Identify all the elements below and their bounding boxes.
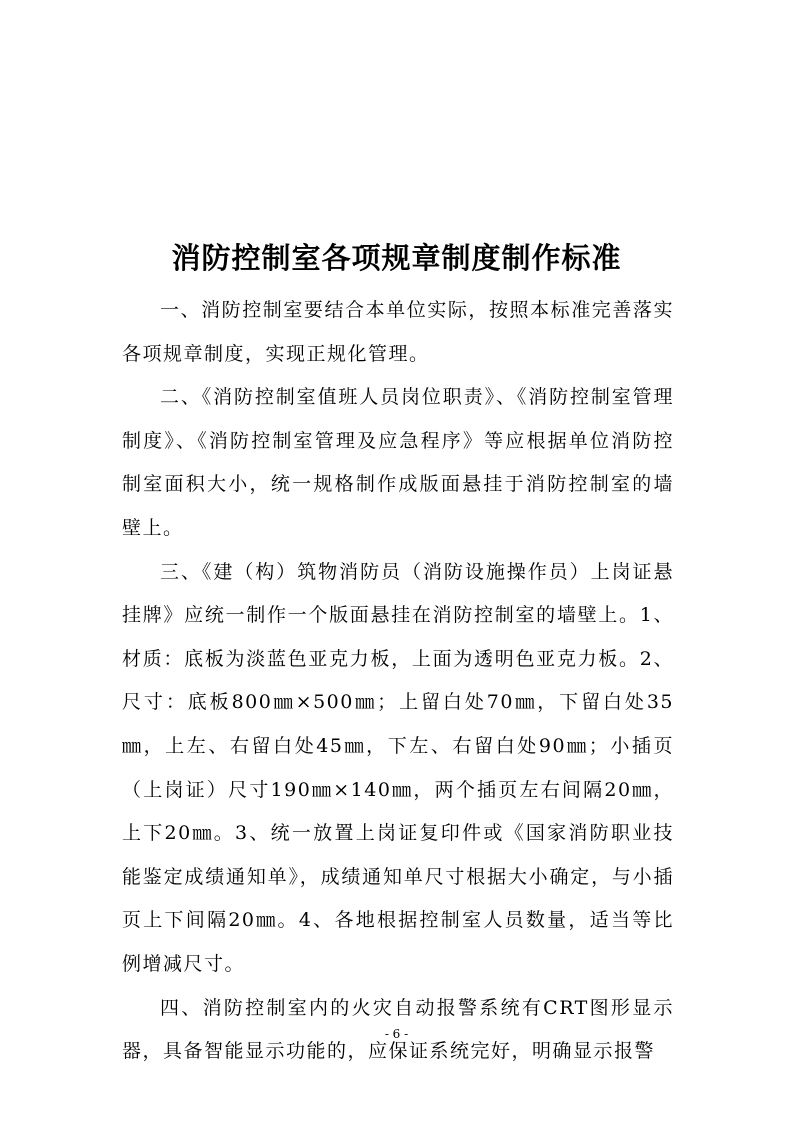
paragraph-4: 四、消防控制室内的火灾自动报警系统有CRT图形显示器，具备智能显示功能的，应保证系统完好，明确显示报警 [122, 996, 674, 1063]
paragraph-3: 三、《建（构）筑物消防员（消防设施操作员）上岗证悬挂牌》应统一制作一个版面悬挂在消防控制室的墙壁上。1、材质：底板为淡蓝色亚克力板，上面为透明色亚克力板。2、尺寸：底板800㎜×500㎜；上留白处70㎜，下留白处35㎜，上左、右留白处45㎜，下左、右留白处90㎜；小插页（上岗证）尺寸190㎜×140㎜，两个插页左右间隔20㎜，上下20㎜。3、统一放置上岗证复印件或《国家消防职业技能鉴定成绩通知单》，成绩通知单尺寸根据大小确定，与小插页上下间隔20㎜。4、各地根据控制室人员数量，适当等比例增减尺寸。 [122, 560, 674, 975]
page-number: - 6 - [384, 1027, 409, 1041]
paragraph-2: 二、《消防控制室值班人员岗位职责》、《消防控制室管理制度》、《消防控制室管理及应急程序》等应根据单位消防控制室面积大小，统一规格制作成版面悬挂于消防控制室的墙壁上。 [122, 386, 674, 539]
document-title: 消防控制室各项规章制度制作标准 [171, 241, 622, 275]
document-body [122, 289, 674, 1074]
paragraph-1: 一、消防控制室要结合本单位实际，按照本标准完善落实各项规章制度，实现正规化管理。 [122, 299, 674, 365]
